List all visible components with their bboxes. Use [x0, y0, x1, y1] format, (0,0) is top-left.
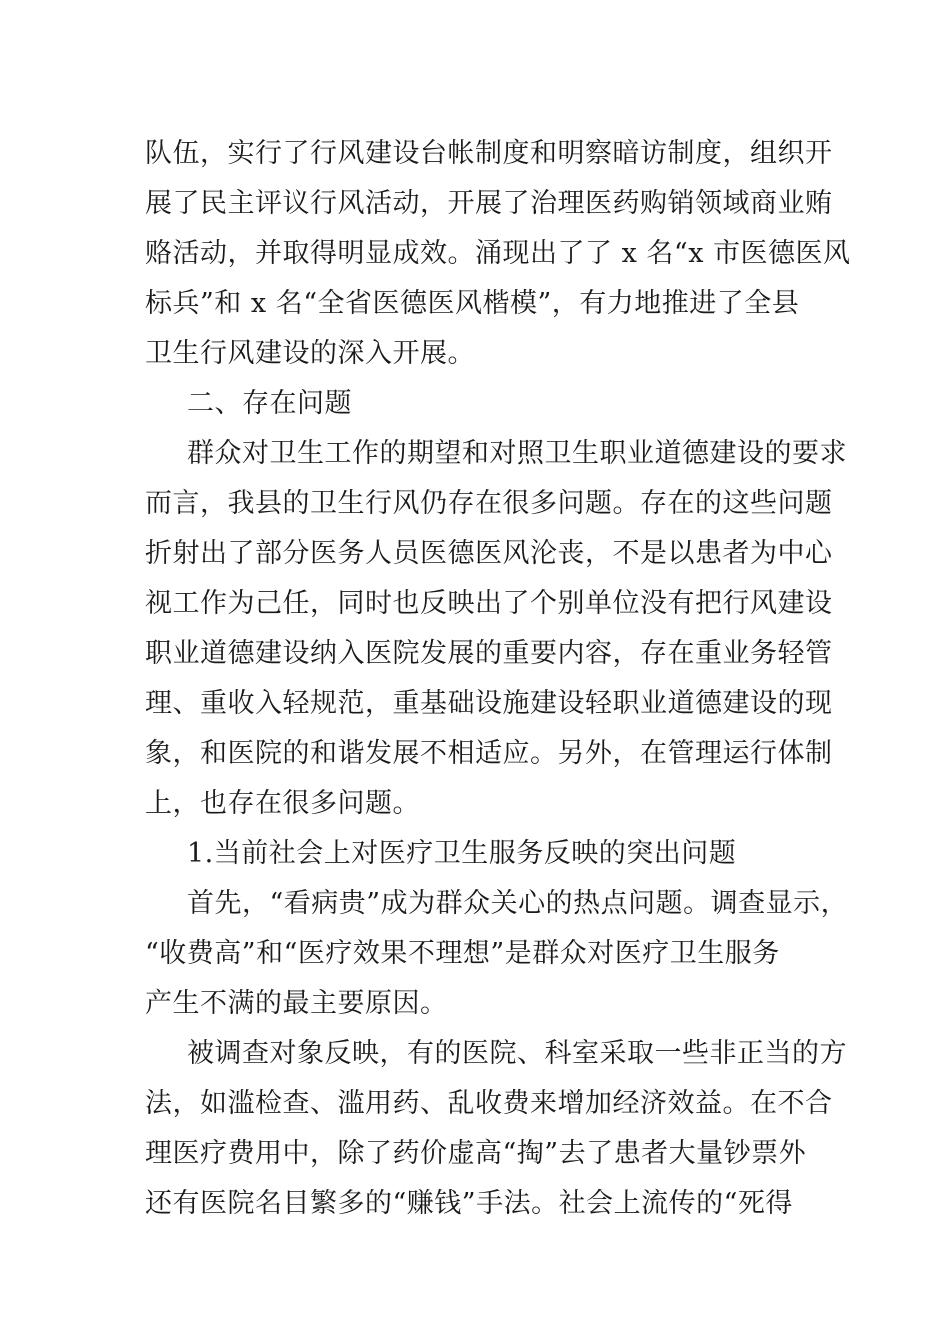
section-heading: 二、存在问题 [187, 388, 352, 419]
paragraph-line: 队伍，实行了行风建设台帐制度和明察暗访制度，组织开 [145, 138, 833, 169]
paragraph-line: 职业道德建设纳入医院发展的重要内容，存在重业务轻管 [145, 638, 833, 669]
paragraph-line: 理、重收入轻规范，重基础设施建设轻职业道德建设的现 [145, 688, 833, 719]
paragraph-line: 被调查对象反映，有的医院、科室采取一些非正当的方 [187, 1038, 847, 1069]
paragraph-line: 产生不满的最主要原因。 [145, 988, 448, 1019]
paragraph-line: 还有医院名目繁多的“赚钱”手法。社会上流传的“死得 [145, 1188, 793, 1219]
paragraph-line: 赂活动，并取得明显成效。涌现出了了 x 名“x 市医德医风 [145, 238, 851, 269]
paragraph-line: 展了民主评议行风活动，开展了治理医药购销领域商业贿 [145, 188, 833, 219]
paragraph-line: 理医疗费用中，除了药价虚高“掏”去了患者大量钞票外 [145, 1138, 807, 1169]
paragraph-line: 卫生行风建设的深入开展。 [145, 338, 475, 369]
paragraph-line: “收费高”和“医疗效果不理想”是群众对医疗卫生服务 [145, 938, 780, 969]
paragraph-line: 折射出了部分医务人员医德医风沦丧，不是以患者为中心 [145, 538, 833, 569]
subsection-heading: 1.当前社会上对医疗卫生服务反映的突出问题 [187, 838, 737, 869]
paragraph-line: 象，和医院的和谐发展不相适应。另外，在管理运行体制 [145, 738, 833, 769]
paragraph-line: 首先，“看病贵”成为群众关心的热点问题。调查显示， [187, 888, 849, 919]
paragraph-line: 法，如滥检查、滥用药、乱收费来增加经济效益。在不合 [145, 1088, 833, 1119]
paragraph-line: 而言，我县的卫生行风仍存在很多问题。存在的这些问题 [145, 488, 833, 519]
paragraph-line: 标兵”和 x 名“全省医德医风楷模”，有力地推进了全县 [145, 288, 800, 319]
paragraph-line: 群众对卫生工作的期望和对照卫生职业道德建设的要求 [187, 438, 847, 469]
paragraph-line: 视工作为己任，同时也反映出了个别单位没有把行风建设 [145, 588, 833, 619]
paragraph-line: 上，也存在很多问题。 [145, 788, 420, 819]
